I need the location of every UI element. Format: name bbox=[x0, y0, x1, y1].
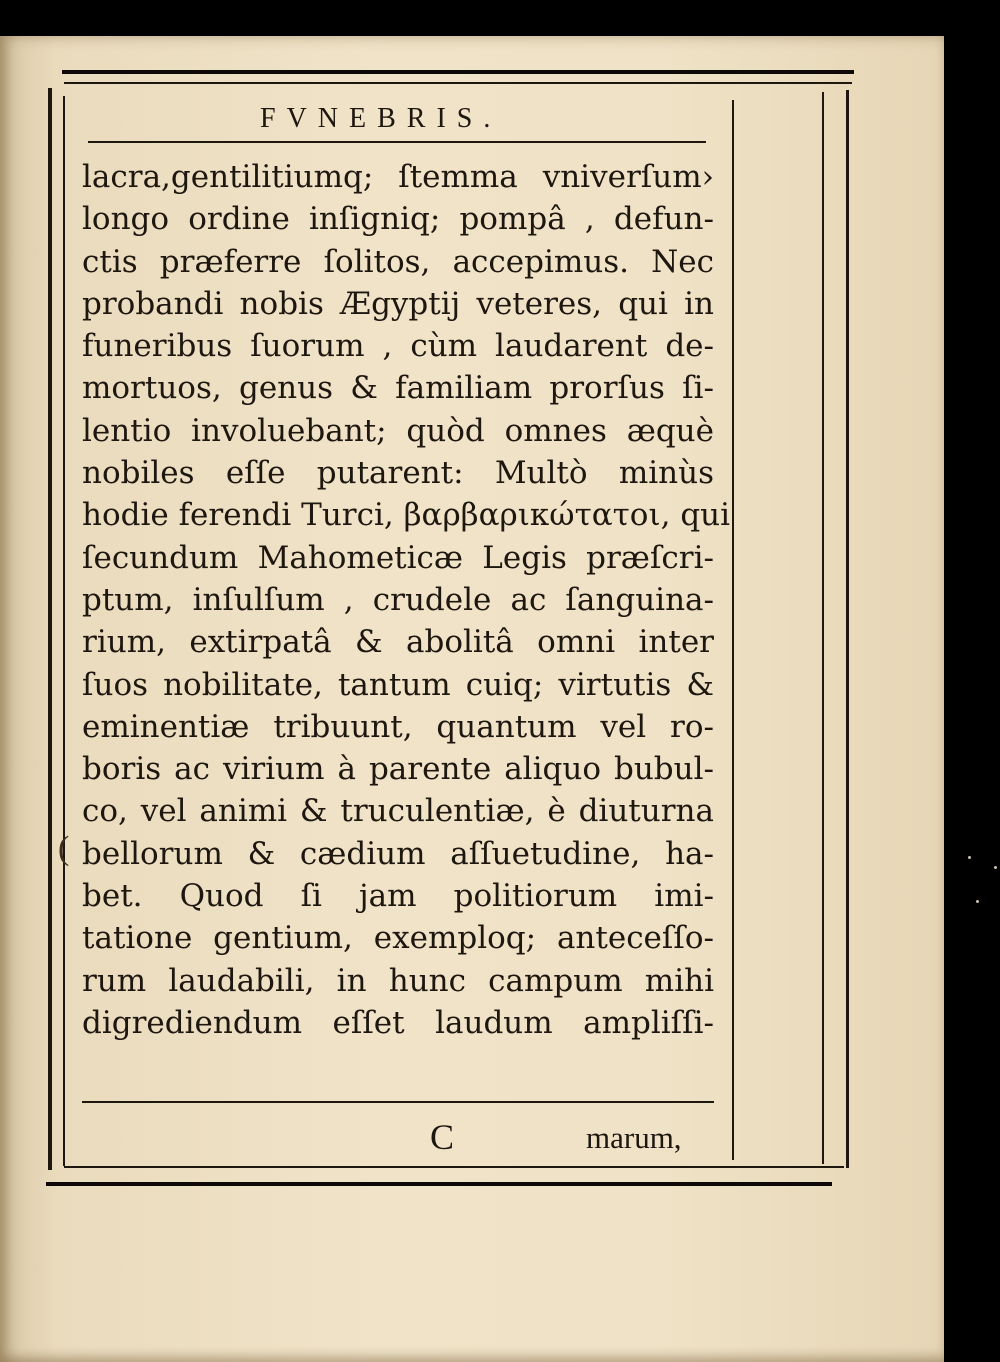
dust-speck bbox=[976, 900, 979, 903]
text-line: ptum, inſulſum , crudele ac ſanguina- bbox=[82, 581, 714, 618]
text-bottom-rule bbox=[82, 1101, 714, 1103]
text-line: ctis præferre ſolitos, accepimus. Nec bbox=[82, 243, 714, 280]
margin-mark: ( bbox=[58, 830, 70, 867]
right-border-rule-outer bbox=[846, 90, 849, 1168]
text-line: ſuos nobilitate, tantum cuiq; virtutis & bbox=[82, 666, 714, 703]
text-line: lacra,gentilitiumq; ſtemma vniverſum› bbox=[82, 159, 714, 195]
text-line: nobiles eſſe putarent: Multò minùs bbox=[82, 455, 714, 492]
dust-speck bbox=[994, 866, 997, 869]
text-line: rum laudabili, in hunc campum mihi bbox=[82, 962, 714, 999]
catchword: marum, bbox=[586, 1120, 682, 1155]
top-border-rule-outer bbox=[62, 70, 854, 74]
text-line: ſecundum Mahometicæ Legis præſcri- bbox=[82, 539, 714, 576]
text-line: mortuos, genus & familiam prorſus ſi- bbox=[82, 370, 714, 407]
text-line: digrediendum eſſet laudum ampliſſi- bbox=[82, 1004, 714, 1041]
text-line: probandi nobis Ægyptij veteres, qui in bbox=[82, 285, 714, 322]
text-line: bet. Quod ſi jam politiorum imi- bbox=[82, 878, 714, 915]
running-head: FVNEBRIS. bbox=[260, 103, 502, 134]
text-line: eminentiæ tribuunt, quantum vel ro- bbox=[82, 708, 714, 745]
text-line: hodie ferendi Turci, βαρβαρικώτατοι, qui bbox=[82, 497, 731, 534]
text-line: co, vel animi & truculentiæ, è diuturna bbox=[82, 793, 714, 830]
right-border-rule-inner bbox=[732, 100, 734, 1160]
text-line: bellorum & cædium aſſuetudine, ha- bbox=[82, 835, 714, 872]
text-line: longo ordine inſigniq; pompâ , defun- bbox=[82, 201, 714, 238]
text-line: boris ac virium à parente aliquo bubul- bbox=[82, 751, 714, 788]
text-line: rium, extirpatâ & abolitâ omni inter bbox=[82, 624, 714, 661]
signature-mark: C bbox=[430, 1117, 455, 1157]
bottom-border-rule-outer bbox=[46, 1182, 832, 1186]
body-text bbox=[82, 156, 731, 1044]
text-line: tatione gentium, exemploq; anteceſſo- bbox=[82, 920, 714, 957]
top-border-rule-inner bbox=[64, 82, 852, 84]
head-rule bbox=[88, 141, 706, 143]
right-border-rule-mid bbox=[822, 92, 824, 1164]
dust-speck bbox=[968, 856, 971, 859]
text-line: lentio involuebant; quòd omnes æquè bbox=[82, 412, 714, 449]
text-line: funeribus ſuorum , cùm laudarent de- bbox=[82, 328, 714, 365]
left-border-rule-outer bbox=[48, 88, 52, 1170]
left-border-rule-inner bbox=[63, 96, 65, 1166]
bottom-border-rule-inner bbox=[64, 1166, 844, 1168]
